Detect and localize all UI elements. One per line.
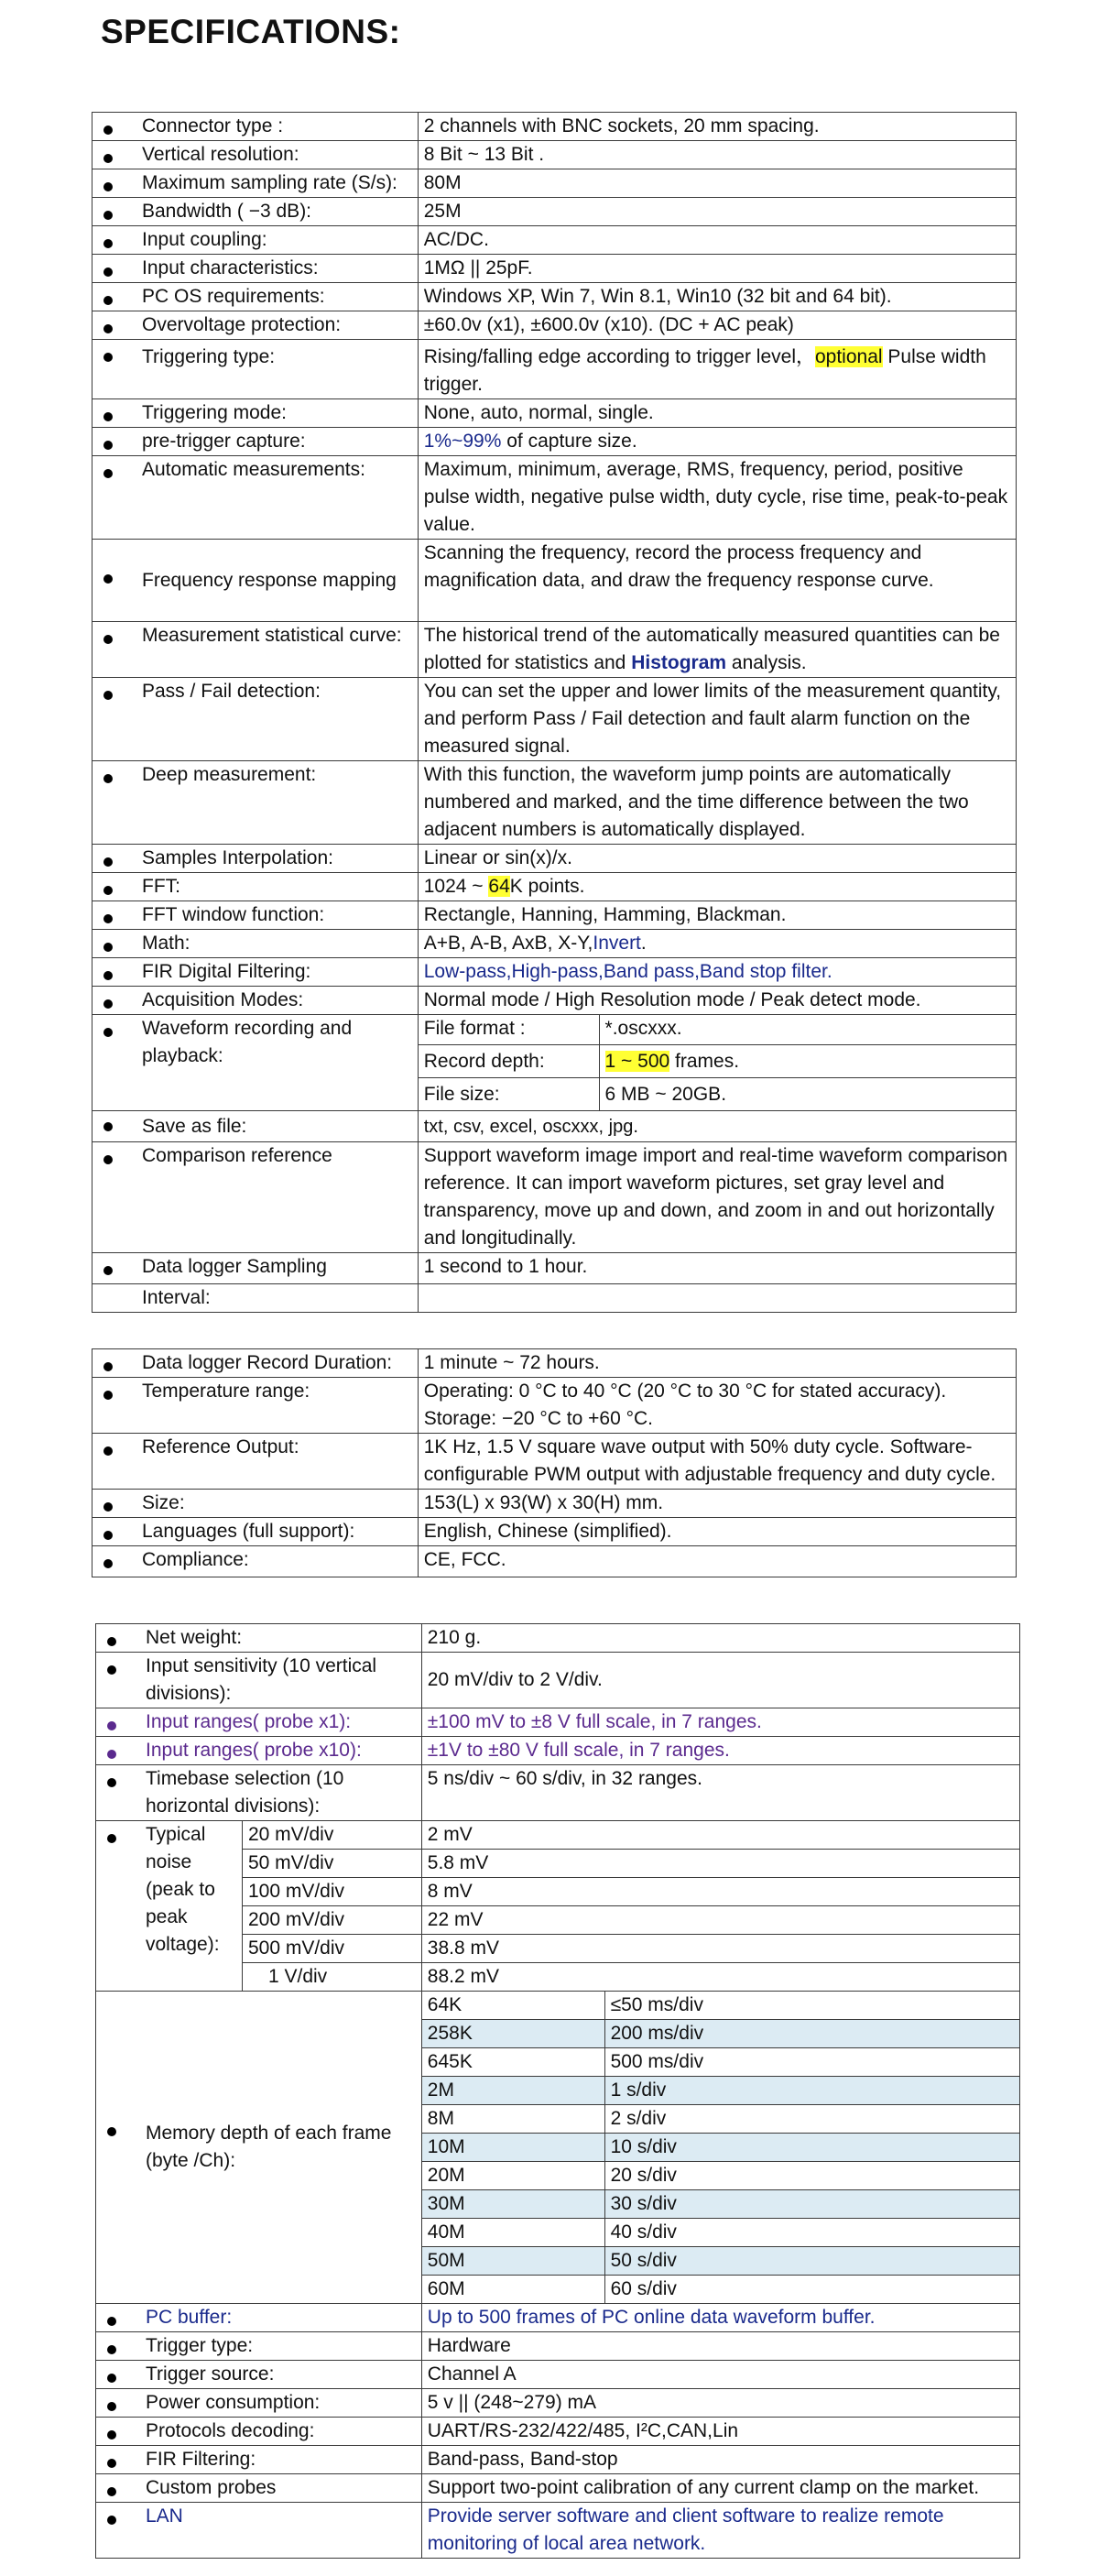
spec-label: Net weight: (146, 1627, 243, 1648)
spec-label: Memory depth of each frame (byte /Ch): (146, 2123, 392, 2171)
spec-value: Low-pass,High-pass,Band pass,Band stop filter. (423, 961, 832, 982)
spec-value: of capture size. (501, 431, 637, 452)
bullet-icon (103, 635, 113, 644)
spec-value: A+B, A-B, AxB, X-Y, (423, 933, 593, 954)
spec-row-logger-duration (92, 1349, 1017, 1378)
memory-depth: 40M (427, 2221, 465, 2243)
bullet-icon (103, 324, 113, 333)
bullet-icon (107, 2516, 116, 2525)
spec-value: 1K Hz, 1.5 V square wave output with 50% duty cycle. Software-configurable PWM output with adjustable frequency and duty cycle. (423, 1436, 996, 1485)
memory-depth: 10M (427, 2136, 465, 2157)
bullet-icon (103, 999, 113, 1009)
noise-value: 88.2 mV (427, 1966, 499, 1987)
spec-label: FFT window function: (142, 904, 325, 925)
spec-row-languages (92, 1518, 1017, 1546)
spec-value: ±100 mV to ±8 V full scale, in 7 ranges. (427, 1711, 762, 1732)
sub-value: frames. (669, 1050, 740, 1072)
spec-label: Input coupling: (142, 229, 267, 250)
spec-value: Provide server software and client software to realize remote monitoring of local area network. (427, 2505, 944, 2554)
memory-timebase: 40 s/div (610, 2221, 677, 2243)
bullet-icon (103, 943, 113, 952)
noise-value: 38.8 mV (427, 1937, 499, 1959)
spec-value: 20 mV/div to 2 V/div. (427, 1669, 603, 1690)
bullet-icon (103, 857, 113, 867)
bullet-icon (107, 2487, 116, 2496)
spec-value: You can set the upper and lower limits of the measurement quantity, and perform Pass / Fail detection and fault alarm function on the measured signal. (423, 681, 1002, 757)
memory-timebase: 1 s/div (610, 2079, 667, 2101)
spec-row-deep-measurement (92, 761, 1017, 845)
spec-value: 25M (423, 201, 462, 222)
spec-value: UART/RS-232/422/485, I²C,CAN,Lin (427, 2420, 739, 2441)
bullet-icon (103, 886, 113, 895)
depth-highlight: 1 ~ 500 (604, 1050, 670, 1072)
bullet-icon (103, 1559, 113, 1568)
spec-value: Rising/falling edge according to trigger level， (423, 346, 815, 367)
spec-label: Input characteristics: (142, 257, 319, 278)
spec-label: Data logger Sampling (142, 1256, 327, 1277)
spec-label: Overvoltage protection: (142, 314, 342, 335)
spec-value: 80M (423, 172, 462, 193)
bullet-icon (107, 1834, 116, 1843)
spec-label: Bandwidth ( −3 dB): (142, 201, 312, 222)
spec-value: AC/DC. (423, 229, 489, 250)
spec-value: 210 g. (427, 1627, 482, 1648)
memory-depth: 258K (427, 2023, 473, 2044)
noise-range: 500 mV/div (247, 1937, 345, 1959)
spec-label: Save as file: (142, 1115, 247, 1137)
spec-row-data-logger-sampling (92, 1253, 1017, 1284)
spec-label: Triggering mode: (142, 402, 287, 423)
noise-value: 22 mV (427, 1909, 484, 1930)
fft-highlight: 64 (488, 876, 510, 897)
memory-depth: 30M (427, 2193, 465, 2214)
histogram-keyword: Histogram (631, 652, 727, 673)
spec-label: Reference Output: (142, 1436, 299, 1457)
spec-row-lan (96, 2503, 1020, 2559)
bullet-icon (103, 296, 113, 305)
spec-label: Temperature range: (142, 1381, 310, 1402)
bullet-icon (103, 182, 113, 191)
memory-depth: 50M (427, 2250, 465, 2271)
spec-value: 8 Bit ~ 13 Bit . (423, 144, 545, 165)
spec-row-input-sensitivity (96, 1653, 1020, 1708)
spec-row-trigger-type (96, 2332, 1020, 2361)
noise-range: 100 mV/div (247, 1881, 345, 1902)
bullet-icon (103, 1446, 113, 1456)
spec-label: Maximum sampling rate (S/s): (142, 172, 397, 193)
noise-range: 20 mV/div (247, 1824, 334, 1845)
spec-label: Triggering type: (142, 346, 276, 367)
spec-label: Timebase selection (10 horizontal divisions): (146, 1768, 344, 1817)
spec-row-pc-buffer (96, 2304, 1020, 2332)
bullet-icon (107, 1665, 116, 1675)
spec-label: Languages (full support): (142, 1521, 355, 1542)
spec-value-storage: Storage: −20 °C to +60 °C. (423, 1408, 654, 1429)
bullet-icon (103, 1391, 113, 1400)
spec-label: Custom probes (146, 2477, 277, 2498)
bullet-icon (103, 154, 113, 163)
spec-label: FIR Digital Filtering: (142, 961, 311, 982)
spec-label: Waveform recording and playback: (142, 1018, 353, 1066)
spec-label: FIR Filtering: (146, 2449, 256, 2470)
bullet-icon (103, 914, 113, 923)
spec-row-input-characteristics (92, 255, 1017, 283)
memory-timebase: 30 s/div (610, 2193, 677, 2214)
bullet-icon (103, 1502, 113, 1512)
spec-value: 5 ns/div ~ 60 s/div, in 32 ranges. (427, 1768, 702, 1789)
spec-row-max-sampling-rate (92, 169, 1017, 198)
spec-value: Windows XP, Win 7, Win 8.1, Win10 (32 bit and 64 bit). (423, 286, 892, 307)
bullet-icon (107, 1721, 116, 1730)
bullet-icon (103, 971, 113, 980)
memory-timebase: 200 ms/div (610, 2023, 704, 2044)
memory-depth: 60M (427, 2278, 465, 2299)
memory-depth: 64K (427, 1994, 462, 2015)
spec-label-continued: Interval: (142, 1287, 211, 1308)
spec-value: The historical trend of the automatically measured quantities can be plotted for statistics and (423, 625, 1000, 673)
noise-range: 200 mV/div (247, 1909, 345, 1930)
noise-range: 50 mV/div (247, 1852, 334, 1873)
noise-value: 2 mV (427, 1824, 473, 1845)
spec-row-pre-trigger (92, 428, 1017, 456)
spec-label: Connector type : (142, 115, 284, 136)
spec-row-fft (92, 873, 1017, 901)
spec-label: pre-trigger capture: (142, 431, 306, 452)
spec-row-fir-filtering (96, 2446, 1020, 2474)
spec-label: Frequency response mapping (142, 569, 397, 591)
spec-label: Data logger Record Duration: (142, 1352, 393, 1373)
spec-value: ±60.0v (x1), ±600.0v (x10). (DC + AC peak) (423, 314, 794, 335)
invert-keyword: Invert (593, 933, 641, 954)
spec-value: 1MΩ || 25pF. (423, 257, 533, 278)
bullet-icon (103, 1155, 113, 1164)
noise-value: 8 mV (427, 1881, 473, 1902)
memory-depth: 2M (427, 2079, 454, 2101)
spec-row-bandwidth (92, 198, 1017, 226)
spec-label: Deep measurement: (142, 764, 317, 785)
spec-label: Trigger type: (146, 2335, 254, 2356)
bullet-icon (103, 1266, 113, 1275)
spec-value: Channel A (427, 2363, 517, 2385)
bullet-icon (107, 2374, 116, 2383)
bullet-icon (103, 267, 113, 277)
spec-value: 1 minute ~ 72 hours. (423, 1352, 600, 1373)
bullet-icon (103, 211, 113, 220)
spec-row-compliance (92, 1546, 1017, 1577)
bullet-icon (107, 2402, 116, 2411)
memory-timebase: 10 s/div (610, 2136, 677, 2157)
spec-row-automatic-measurements (92, 456, 1017, 540)
spec-row-connector (92, 113, 1017, 141)
spec-row-timebase (96, 1765, 1020, 1821)
bullet-icon (107, 1778, 116, 1787)
optional-highlight: optional (814, 346, 883, 367)
spec-label: Math: (142, 933, 190, 954)
spec-value: CE, FCC. (423, 1549, 506, 1570)
spec-label: LAN (146, 2505, 183, 2527)
spec-table-1 (92, 112, 1017, 1313)
bullet-icon (103, 1531, 113, 1540)
spec-row-comparison (92, 1142, 1017, 1253)
bullet-icon (107, 2317, 116, 2326)
spec-value: Rectangle, Hanning, Hamming, Blackman. (423, 904, 787, 925)
spec-label: PC OS requirements: (142, 286, 325, 307)
spec-value: Hardware (427, 2335, 511, 2356)
bullet-icon (107, 2459, 116, 2468)
spec-label: Input ranges( probe x10): (146, 1740, 362, 1761)
spec-value: ±1V to ±80 V full scale, in 7 ranges. (427, 1740, 730, 1761)
spec-label: Samples Interpolation: (142, 847, 333, 868)
spec-label: Power consumption: (146, 2392, 321, 2413)
spec-row-net-weight (96, 1624, 1020, 1653)
spec-label: Measurement statistical curve: (142, 625, 402, 646)
spec-row-measurement-statistical (92, 622, 1017, 678)
spec-label: Trigger source: (146, 2363, 275, 2385)
memory-timebase: 500 ms/div (610, 2051, 704, 2072)
spec-row-input-coupling (92, 226, 1017, 255)
bullet-icon (107, 1750, 116, 1759)
spec-row-protocols (96, 2418, 1020, 2446)
spec-value-operating: Operating: 0 °C to 40 °C (20 °C to 30 °C for stated accuracy). (423, 1381, 947, 1402)
spec-row-math (92, 930, 1017, 958)
spec-row-interpolation (92, 845, 1017, 873)
spec-value: Support waveform image import and real-time waveform comparison reference. It can import waveform pictures, set gray level and transparency, move up and down, and zoom in and out horizontally and longitudinally. (423, 1145, 1007, 1249)
spec-value: 5 v || (248~279) mA (427, 2392, 597, 2413)
memory-timebase: ≤50 ms/div (610, 1994, 703, 2015)
spec-value-rest: . (640, 933, 647, 954)
spec-label: FFT: (142, 876, 180, 897)
spec-row-data-logger-interval (92, 1284, 1017, 1313)
spec-value: 2 channels with BNC sockets, 20 mm spacing. (423, 115, 820, 136)
sub-label: File size: (423, 1083, 500, 1105)
spec-row-input-ranges-x10 (96, 1737, 1020, 1765)
spec-row-input-ranges-x1 (96, 1708, 1020, 1737)
spec-row-pass-fail (92, 678, 1017, 761)
spec-label: Protocols decoding: (146, 2420, 315, 2441)
page-title: SPECIFICATIONS: (101, 13, 401, 50)
bullet-icon (107, 2430, 116, 2440)
bullet-icon (103, 574, 113, 584)
memory-row (96, 1992, 1020, 2020)
spec-row-vertical-resolution (92, 141, 1017, 169)
spec-row-triggering-type (92, 340, 1017, 399)
memory-depth: 645K (427, 2051, 473, 2072)
spec-value: Normal mode / High Resolution mode / Peak detect mode. (423, 989, 921, 1010)
sub-label: Record depth: (423, 1050, 545, 1072)
spec-row-fir-digital (92, 958, 1017, 987)
spec-label: Acquisition Modes: (142, 989, 304, 1010)
spec-value: Linear or sin(x)/x. (423, 847, 572, 868)
memory-timebase: 20 s/div (610, 2165, 677, 2186)
bullet-icon (103, 774, 113, 783)
spec-row-waveform-format (92, 1015, 1017, 1045)
sub-label: File format : (423, 1018, 526, 1039)
spec-value: 153(L) x 93(W) x 30(H) mm. (423, 1492, 664, 1513)
memory-timebase: 60 s/div (610, 2278, 677, 2299)
spec-value: Maximum, minimum, average, RMS, frequency, period, positive pulse width, negative pulse width, duty cycle, rise time, peak-to-peak value. (423, 459, 1008, 535)
spec-table-2 (92, 1348, 1017, 1577)
spec-label: Automatic measurements: (142, 459, 365, 480)
spec-label: Size: (142, 1492, 185, 1513)
spec-value: With this function, the waveform jump points are automatically numbered and marked, and the time difference between the two adjacent numbers is automatically displayed. (423, 764, 969, 840)
bullet-icon (103, 412, 113, 421)
sub-value: *.oscxxx. (604, 1018, 682, 1039)
bullet-icon (103, 239, 113, 248)
spec-label: Input ranges( probe x1): (146, 1711, 352, 1732)
spec-value: English, Chinese (simplified). (423, 1521, 672, 1542)
spec-row-trigger-source (96, 2361, 1020, 2389)
spec-value: 1024 ~ (423, 876, 489, 897)
spec-row-pc-os (92, 283, 1017, 311)
bullet-icon (103, 126, 113, 135)
bullet-icon (107, 2127, 116, 2136)
spec-value: 1 second to 1 hour. (423, 1256, 588, 1277)
spec-value: Band-pass, Band-stop (427, 2449, 618, 2470)
spec-label: Pass / Fail detection: (142, 681, 321, 702)
spec-label: Comparison reference (142, 1145, 332, 1166)
spec-value: Up to 500 frames of PC online data waveform buffer. (427, 2307, 876, 2328)
spec-row-power (96, 2389, 1020, 2418)
bullet-icon (103, 1122, 113, 1131)
spec-row-frequency-response (92, 540, 1017, 622)
bullet-icon (103, 353, 113, 362)
spec-value-rest: K points. (509, 876, 585, 897)
noise-range: 1 V/div (267, 1966, 328, 1987)
spec-value-rest: Pulse width trigger. (423, 346, 986, 395)
spec-row-acquisition (92, 987, 1017, 1015)
spec-row-temperature (92, 1378, 1017, 1434)
spec-label: Compliance: (142, 1549, 249, 1570)
spec-value: Support two-point calibration of any current clamp on the market. (427, 2477, 980, 2498)
spec-row-reference-output (92, 1434, 1017, 1490)
pretrigger-percent: 1%~99% (423, 431, 502, 452)
bullet-icon (107, 1637, 116, 1646)
memory-depth: 8M (427, 2108, 454, 2129)
memory-timebase: 50 s/div (610, 2250, 677, 2271)
bullet-icon (103, 1362, 113, 1371)
spec-label: Input sensitivity (10 vertical divisions): (146, 1655, 377, 1704)
spec-label: PC buffer: (146, 2307, 233, 2328)
memory-timebase: 2 s/div (610, 2108, 667, 2129)
bullet-icon (107, 2345, 116, 2354)
spec-value: None, auto, normal, single. (423, 402, 654, 423)
spec-label: Vertical resolution: (142, 144, 299, 165)
memory-depth: 20M (427, 2165, 465, 2186)
spec-row-fft-window (92, 901, 1017, 930)
spec-row-size (92, 1490, 1017, 1518)
bullet-icon (103, 441, 113, 450)
spec-label: Typical noise (peak to peak voltage): (146, 1824, 220, 1955)
bullet-icon (103, 1028, 113, 1037)
noise-value: 5.8 mV (427, 1852, 489, 1873)
spec-value-rest: analysis. (726, 652, 807, 673)
bullet-icon (103, 469, 113, 478)
spec-row-overvoltage (92, 311, 1017, 340)
spec-value: txt, csv, excel, oscxxx, jpg. (423, 1116, 638, 1137)
spec-table-3 (95, 1623, 1020, 2559)
spec-value: Scanning the frequency, record the process frequency and magnification data, and draw the frequency response curve. (423, 542, 934, 591)
spec-row-save-as (92, 1111, 1017, 1142)
spec-row-custom-probes (96, 2474, 1020, 2503)
sub-value: 6 MB ~ 20GB. (604, 1083, 727, 1105)
noise-row (96, 1821, 1020, 1850)
bullet-icon (103, 691, 113, 700)
spec-row-triggering-mode (92, 399, 1017, 428)
